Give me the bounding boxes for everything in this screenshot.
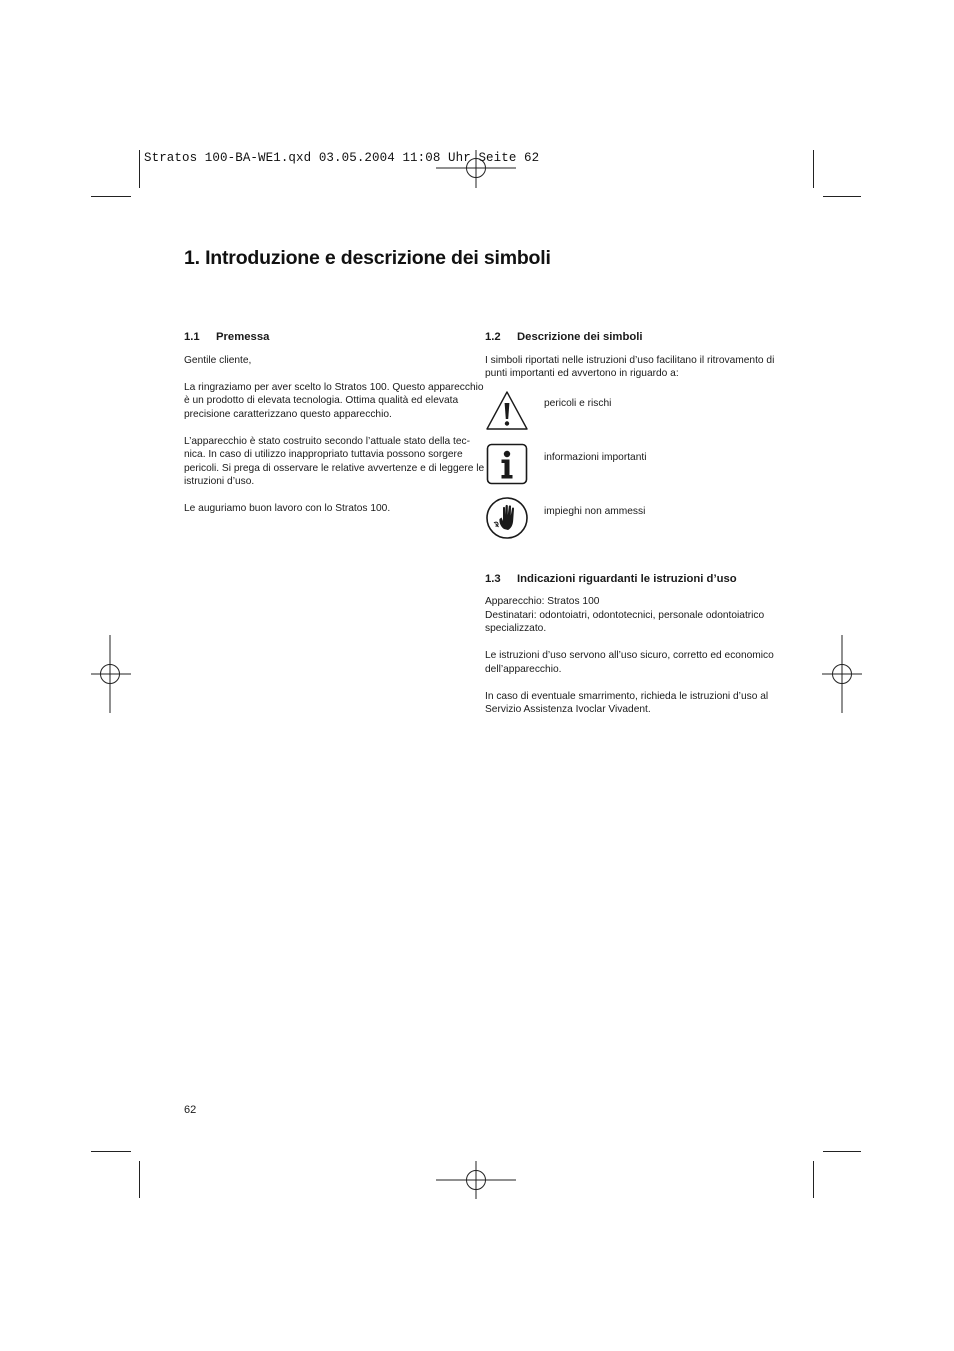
paragraph — [184, 435, 485, 489]
paragraph — [184, 381, 484, 422]
symbol-label: pericoli e rischi — [544, 397, 612, 409]
section-number: 1.2 — [485, 331, 501, 343]
symbol-row — [485, 497, 780, 551]
symbol-label: informazioni importanti — [544, 451, 647, 463]
text-line: istruzioni d’uso. — [184, 476, 255, 487]
text-line: nica. In caso di utilizzo inappropriato tuttavia possono sorgere — [184, 449, 463, 460]
greeting: Gentile cliente, — [184, 354, 252, 366]
text-line: precisione caratterizzano questo apparecchio. — [184, 408, 392, 420]
crop-mark-top-left-horizontal — [91, 196, 131, 197]
text-line: La ringraziamo per aver scelto lo Stratos 100. Questo apparecchio — [184, 381, 484, 393]
crop-mark-top-right-vertical — [813, 150, 814, 188]
symbol-label: impieghi non ammessi — [544, 505, 646, 517]
page-number: 62 — [184, 1104, 197, 1116]
closing-text: Le auguriamo buon lavoro con lo Stratos 100. — [184, 503, 391, 514]
text-line: punti importanti ed avvertono in riguardo a: — [485, 368, 679, 379]
registration-mark-right-icon — [822, 635, 862, 713]
paragraph — [485, 690, 780, 717]
section-title: Indicazioni riguardanti le istruzioni d’uso — [517, 572, 737, 585]
section-title: Descrizione dei simboli — [517, 331, 643, 343]
right-column — [485, 331, 780, 730]
symbol-row — [485, 443, 780, 497]
section-1-1-heading — [184, 331, 474, 345]
text-line: Le istruzioni d’uso servono all’uso sicuro, corretto ed economico — [485, 650, 774, 661]
paragraph — [485, 354, 780, 381]
section-title: Premessa — [216, 331, 270, 343]
section-1-3-heading — [485, 573, 780, 587]
paragraph — [485, 649, 780, 676]
chapter-title: 1. Introduzione e descrizione dei simboli — [184, 247, 551, 269]
registration-mark-left-icon — [91, 635, 131, 713]
section-1-2-heading — [485, 331, 780, 345]
warning-triangle-icon — [485, 389, 529, 433]
text-line: I simboli riportati nelle istruzioni d’uso facilitano il ritrovamento di — [485, 354, 775, 366]
text-line: L’apparecchio è stato costruito secondo l’attuale stato della tec- — [184, 435, 470, 447]
text-line: In caso di eventuale smarrimento, richieda le istruzioni d’uso al — [485, 690, 769, 702]
section-number: 1.1 — [184, 331, 200, 343]
text-line: Destinatari: odontoiatri, odontotecnici, personale odontoiatrico — [485, 609, 765, 621]
crop-mark-top-right-horizontal — [823, 196, 861, 197]
crop-mark-top-left-vertical — [139, 150, 140, 188]
text-line: dell’apparecchio. — [485, 663, 562, 675]
section-number: 1.3 — [485, 572, 501, 585]
symbol-row — [485, 389, 780, 443]
text-line: è un prodotto di elevata tecnologia. Ottima qualità ed elevata — [184, 395, 459, 406]
info-icon — [485, 442, 529, 486]
crop-mark-bottom-left-horizontal — [91, 1151, 131, 1152]
slug-line: Stratos 100-BA-WE1.qxd 03.05.2004 11:08 Uhr Seite 62 — [144, 151, 540, 165]
crop-mark-bottom-right-vertical — [813, 1161, 814, 1198]
registration-mark-bottom-icon — [436, 1161, 516, 1199]
text-line: Servizio Assistenza Ivoclar Vivadent. — [485, 704, 651, 715]
crop-mark-bottom-right-horizontal — [823, 1151, 861, 1152]
left-column — [184, 331, 485, 529]
paragraph — [485, 595, 780, 636]
prohibited-hand-icon — [485, 496, 529, 540]
text-line: Apparecchio: Stratos 100 — [485, 596, 600, 607]
crop-mark-bottom-left-vertical — [139, 1161, 140, 1198]
text-line: pericoli. Si prega di osservare le relative avvertenze e di leggere le — [184, 462, 485, 474]
text-line: specializzato. — [485, 623, 547, 634]
